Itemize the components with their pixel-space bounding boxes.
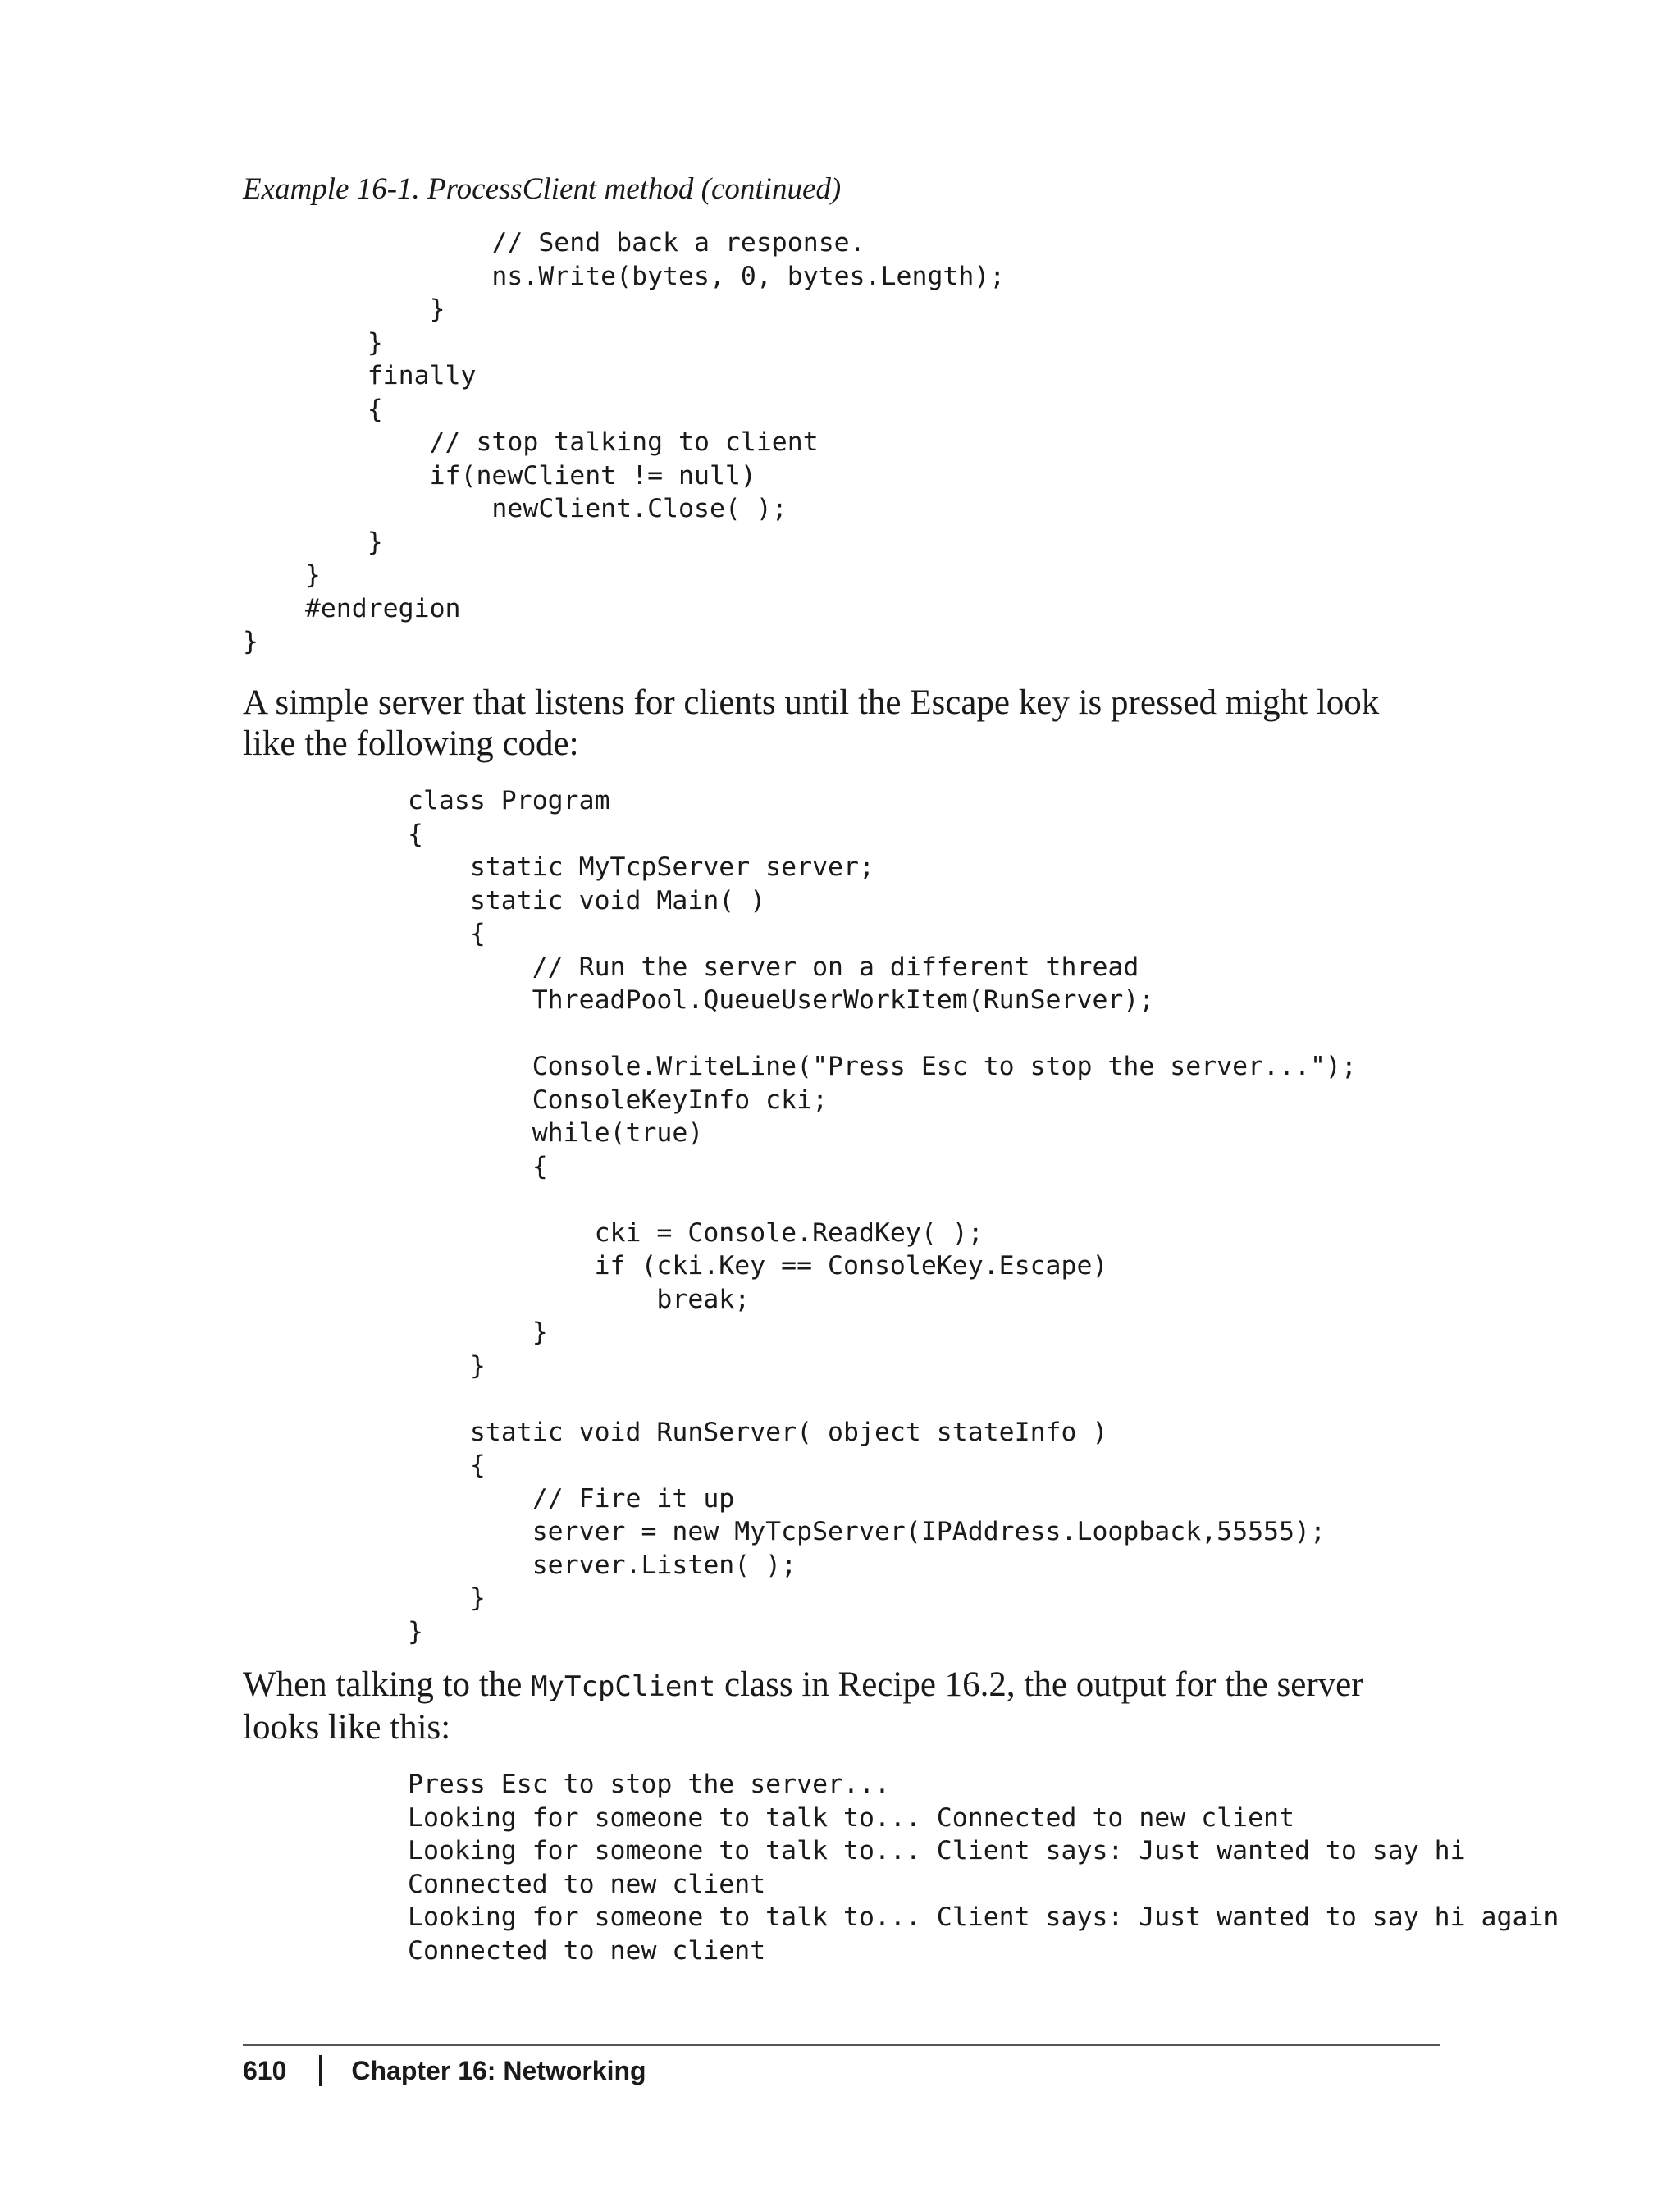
paragraph-text-before: When talking to the	[243, 1665, 532, 1704]
code-listing-program: class Program { static MyTcpServer server; static void Main( ) { // Run the server on a different thread ThreadPool.QueueUserWorkItem(RunServer); Console.WriteLine("Press Esc to stop the server..."); ConsoleKeyInfo cki; while(true) { cki = Console.ReadKey( ); if (cki.Key == ConsoleKey.Escape) break; } } static void RunServer( object stateInfo ) { // Fire it up server = new MyTcpServer(IPAddress.Loopback,55555); server.Listen( ); } }	[408, 786, 1357, 1647]
code-listing-continued: // Send back a response. ns.Write(bytes, 0, bytes.Length); } } finally { // stop talking to client if(newClient != null) newClient.Close( ); } } #endregion }	[243, 228, 1006, 656]
paragraph-text-after: class in Recipe 16.2, the output for the server looks like this:	[243, 1665, 1363, 1747]
console-output-listing: Press Esc to stop the server... Looking for someone to talk to... Connected to new client Looking for someone to talk to... Client says: Just wanted to say hi Connected to new client Looking for someone to talk to... Client says: Just wanted to say hi again Connected to new client	[408, 1770, 1559, 1966]
footer-separator	[319, 2055, 322, 2086]
chapter-title: Chapter 16: Networking	[351, 2056, 646, 2085]
footer-divider	[243, 2044, 1440, 2046]
body-paragraph-server-intro: A simple server that listens for clients until the Escape key is pressed might look like the following code:	[243, 683, 1380, 763]
body-paragraph-server-output	[243, 1665, 1440, 1748]
page-footer	[243, 2053, 646, 2089]
page-number: 610	[243, 2056, 287, 2085]
inline-code-mytcpclient: MyTcpClient	[531, 1670, 716, 1703]
example-caption: Example 16-1. ProcessClient method (continued)	[243, 172, 842, 206]
